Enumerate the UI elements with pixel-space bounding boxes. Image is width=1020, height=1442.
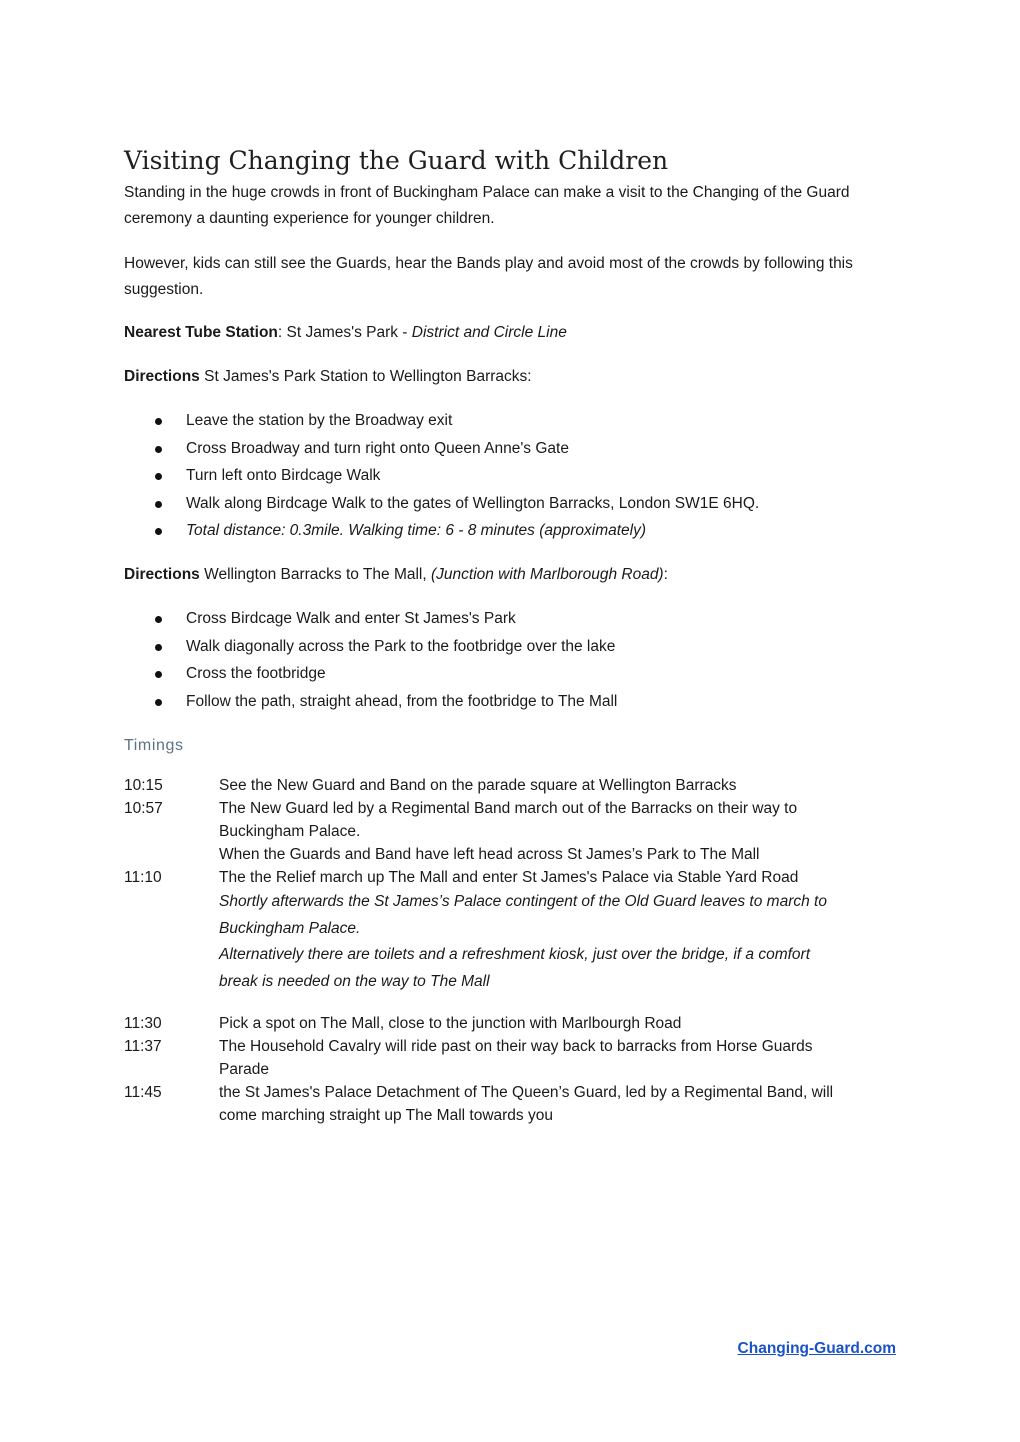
timing-desc bbox=[219, 774, 904, 797]
timing-time: 11:30 bbox=[124, 1015, 162, 1032]
timing-time: 10:57 bbox=[124, 800, 163, 817]
timing-italic-line: Alternatively there are toilets and a refreshment kiosk, just over the bridge, if a comfort bbox=[219, 946, 810, 963]
timing-line: the St James's Palace Detachment of The Queen’s Guard, led by a Regimental Band, will bbox=[219, 1084, 834, 1101]
timing-line: come marching straight up The Mall towards you bbox=[219, 1107, 553, 1124]
list-item-text: Walk along Birdcage Walk to the gates of Wellington Barracks, London SW1E 6HQ. bbox=[186, 494, 760, 512]
list-item-text: Walk diagonally across the Park to the footbridge over the lake bbox=[186, 637, 616, 655]
list-item bbox=[124, 435, 759, 463]
tube-station: St James's Park - bbox=[286, 324, 412, 341]
timing-desc bbox=[219, 1012, 904, 1035]
timing-line: The New Guard led by a Regimental Band march out of the Barracks on their way to bbox=[219, 800, 798, 817]
timing-desc bbox=[219, 1035, 904, 1081]
bullet-icon bbox=[155, 473, 162, 480]
timing-desc bbox=[219, 1081, 904, 1127]
timing-desc bbox=[219, 866, 904, 995]
timing-italic-line: Shortly afterwards the St James’s Palace contingent of the Old Guard leaves to march to bbox=[219, 893, 827, 910]
tube-sep: : bbox=[277, 324, 287, 341]
list-item-text: Cross Birdcage Walk and enter St James's Park bbox=[186, 610, 516, 627]
list-item bbox=[124, 633, 617, 661]
timing-line: Buckingham Palace. bbox=[219, 823, 361, 840]
bullet-icon bbox=[155, 616, 162, 623]
timing-line: Pick a spot on The Mall, close to the junction with Marlbourgh Road bbox=[219, 1015, 682, 1032]
timing-desc bbox=[219, 797, 904, 866]
intro-paragraph: Standing in the huge crowds in front of Buckingham Palace can make a visit to the Changing of the Guard ceremony a daunting experience for younger children. bbox=[124, 184, 850, 227]
timing-line: The the Relief march up The Mall and enter St James's Palace via Stable Yard Road bbox=[219, 869, 799, 886]
tube-label: Nearest Tube Station bbox=[124, 324, 278, 341]
timings-heading: Timings bbox=[124, 737, 184, 754]
list-item bbox=[124, 462, 759, 490]
timing-time: 11:37 bbox=[124, 1038, 162, 1055]
list-item-text: Leave the station by the Broadway exit bbox=[186, 412, 453, 429]
bullet-icon bbox=[155, 501, 162, 508]
directions-1-heading bbox=[124, 364, 896, 390]
list-item-text: Turn left onto Birdcage Walk bbox=[186, 467, 381, 484]
list-item bbox=[124, 605, 617, 633]
timing-italic-line: break is needed on the way to The Mall bbox=[219, 972, 490, 990]
bullet-icon bbox=[155, 671, 162, 678]
list-item bbox=[124, 517, 759, 545]
directions-2-italic: (Junction with Marlborough Road) bbox=[430, 566, 664, 583]
timing-time: 11:10 bbox=[124, 869, 162, 886]
footer-link[interactable]: Changing-Guard.com bbox=[737, 1340, 896, 1357]
directions-1-text: St James's Park Station to Wellington Barracks: bbox=[199, 368, 532, 385]
directions-2-label: Directions bbox=[124, 566, 200, 583]
bullet-icon bbox=[155, 644, 162, 651]
however-paragraph: However, kids can still see the Guards, hear the Bands play and avoid most of the crowds by following this suggestion. bbox=[124, 255, 853, 298]
bullet-icon bbox=[155, 699, 162, 706]
directions-2-colon: : bbox=[663, 566, 668, 583]
tube-station-line bbox=[124, 320, 896, 346]
timing-line: Parade bbox=[219, 1061, 269, 1078]
page-title: Visiting Changing the Guard with Children bbox=[124, 146, 669, 175]
timing-line: When the Guards and Band have left head across St James’s Park to The Mall bbox=[219, 846, 760, 863]
bullet-icon bbox=[155, 528, 162, 535]
list-item-text: Total distance: 0.3mile. Walking time: 6 - 8 minutes (approximately) bbox=[186, 522, 647, 539]
timing-line: See the New Guard and Band on the parade square at Wellington Barracks bbox=[219, 777, 737, 794]
directions-2-heading bbox=[124, 562, 896, 588]
list-item bbox=[124, 407, 759, 435]
list-item-text: Follow the path, straight ahead, from the footbridge to The Mall bbox=[186, 692, 618, 710]
timing-line: The Household Cavalry will ride past on their way back to barracks from Horse Guards bbox=[219, 1038, 813, 1055]
list-item-text: Cross the footbridge bbox=[186, 665, 326, 682]
directions-2-text: Wellington Barracks to The Mall, bbox=[199, 566, 431, 583]
list-item bbox=[124, 688, 617, 716]
bullet-icon bbox=[155, 418, 162, 425]
list-item-text: Cross Broadway and turn right onto Queen Anne's Gate bbox=[186, 439, 569, 457]
bullet-icon bbox=[155, 446, 162, 453]
tube-lines: District and Circle Line bbox=[411, 324, 567, 341]
directions-1-label: Directions bbox=[124, 368, 200, 385]
list-item bbox=[124, 660, 617, 688]
list-item bbox=[124, 490, 759, 518]
timing-time: 10:15 bbox=[124, 777, 163, 794]
directions-2-list bbox=[124, 605, 617, 715]
timing-italic-line: Buckingham Palace. bbox=[219, 919, 361, 937]
timing-time: 11:45 bbox=[124, 1084, 162, 1101]
directions-1-list bbox=[124, 407, 759, 545]
